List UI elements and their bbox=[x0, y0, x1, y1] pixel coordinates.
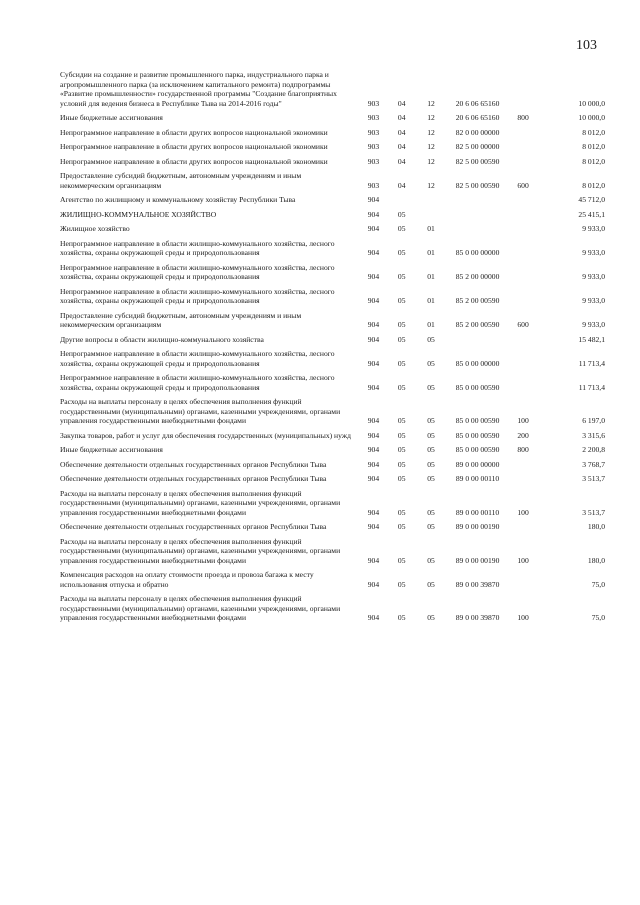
row-section-code: 05 bbox=[397, 272, 406, 281]
row-target-code: 85 2 00 00000 bbox=[455, 272, 500, 281]
row-expense-type bbox=[509, 208, 537, 223]
row-expense-type bbox=[509, 371, 537, 395]
row-section-code: 05 bbox=[397, 224, 406, 233]
row-name: Расходы на выплаты персоналу в целях обеспечения выполнения функций государственными (муниципальными) органами, казенными учреждениями, органами управления государственными внебюджетными фондами bbox=[60, 488, 341, 517]
row-name: Жилищное хозяйство bbox=[60, 224, 130, 233]
table-row bbox=[60, 592, 605, 626]
row-name: Обеспечение деятельности отдельных государственных органов Республики Тыва bbox=[60, 474, 327, 483]
row-section-code: 04 bbox=[397, 142, 406, 151]
row-section-code: 05 bbox=[397, 445, 406, 454]
table-row bbox=[60, 222, 605, 237]
row-target-code: 85 0 00 00000 bbox=[455, 358, 500, 368]
row-subsection-code: 12 bbox=[427, 142, 435, 151]
row-sum: 3 315,6 bbox=[582, 430, 605, 440]
row-subsection-code: 05 bbox=[427, 358, 435, 368]
row-section-code: 04 bbox=[397, 180, 406, 190]
row-sum: 25 415,1 bbox=[578, 209, 605, 219]
row-expense-type bbox=[509, 193, 537, 208]
table-row bbox=[60, 285, 605, 309]
row-section-code: 05 bbox=[397, 334, 406, 344]
row-target-code: 85 2 00 00590 bbox=[455, 296, 500, 305]
row-subsection-code: 05 bbox=[427, 474, 435, 483]
row-sum: 9 933,0 bbox=[582, 224, 605, 233]
row-name: Непрограммное направление в области жилищно-коммунального хозяйства, лесного хозяйства, охраны окружающей среды и природопользования bbox=[60, 262, 335, 281]
row-target-code: 85 0 00 00590 bbox=[455, 416, 500, 425]
row-name: Расходы на выплаты персоналу в целях обеспечения выполнения функций государственными (муниципальными) органами, казенными учреждениями, органами управления государственными внебюджетными фондами bbox=[60, 536, 341, 565]
row-sum: 9 933,0 bbox=[582, 296, 605, 305]
row-section-code: 05 bbox=[397, 358, 406, 368]
table-row bbox=[60, 68, 605, 111]
table-row bbox=[60, 155, 605, 170]
row-admin-code: 903 bbox=[367, 113, 380, 122]
row-name: Непрограммное направление в области жилищно-коммунального хозяйства, лесного хозяйства, охраны окружающей среды и природопользования bbox=[60, 286, 335, 305]
row-sum: 8 012,0 bbox=[582, 156, 605, 166]
row-expense-type bbox=[509, 222, 537, 237]
table-row bbox=[60, 535, 605, 569]
row-subsection-code: 01 bbox=[427, 320, 435, 329]
row-subsection-code: 05 bbox=[427, 430, 435, 440]
row-admin-code: 903 bbox=[367, 142, 380, 151]
row-target-code: 82 5 00 00000 bbox=[455, 142, 500, 151]
row-section-code: 05 bbox=[397, 209, 406, 219]
row-admin-code: 904 bbox=[367, 416, 380, 425]
table-row bbox=[60, 395, 605, 429]
row-expense-type: 800 bbox=[517, 445, 529, 454]
row-expense-type: 600 bbox=[517, 180, 529, 190]
table-row bbox=[60, 333, 605, 348]
row-subsection-code: 05 bbox=[427, 522, 435, 531]
row-sum: 8 012,0 bbox=[582, 127, 605, 137]
row-name: Непрограммное направление в области других вопросов национальной экономики bbox=[60, 142, 328, 151]
row-expense-type bbox=[509, 68, 537, 111]
row-target-code: 89 0 00 00000 bbox=[455, 459, 500, 469]
row-expense-type bbox=[509, 285, 537, 309]
row-expense-type: 100 bbox=[517, 613, 529, 622]
row-sum: 9 933,0 bbox=[582, 272, 605, 281]
row-name: Непрограммное направление в области других вопросов национальной экономики bbox=[60, 156, 328, 166]
row-name: Закупка товаров, работ и услуг для обеспечения государственных (муниципальных) нужд bbox=[60, 430, 351, 440]
table-row bbox=[60, 208, 605, 223]
row-subsection-code: 12 bbox=[427, 98, 435, 108]
row-name: Расходы на выплаты персоналу в целях обеспечения выполнения функций государственными (муниципальными) органами, казенными учреждениями, органами управления государственными внебюджетными фондами bbox=[60, 594, 341, 622]
row-admin-code: 904 bbox=[367, 320, 380, 329]
row-admin-code: 904 bbox=[367, 474, 380, 483]
row-admin-code: 904 bbox=[367, 272, 380, 281]
row-target-code: 82 0 00 00000 bbox=[455, 127, 500, 137]
row-name: Другие вопросы в области жилищно-коммунального хозяйства bbox=[60, 334, 264, 344]
row-subsection-code: 12 bbox=[427, 127, 435, 137]
row-section-code: 05 bbox=[397, 507, 406, 517]
row-name: Обеспечение деятельности отдельных государственных органов Республики Тыва bbox=[60, 522, 327, 531]
row-admin-code: 904 bbox=[367, 459, 380, 469]
row-admin-code: 904 bbox=[367, 507, 380, 517]
row-expense-type bbox=[509, 237, 537, 261]
row-section-code: 04 bbox=[397, 156, 406, 166]
row-name: Расходы на выплаты персоналу в целях обеспечения выполнения функций государственными (муниципальными) органами, казенными учреждениями, органами управления государственными внебюджетными фондами bbox=[60, 397, 341, 425]
row-sum: 10 000,0 bbox=[578, 98, 605, 108]
row-name: Предоставление субсидий бюджетным, автономным учреждениям и иным некоммерческим организациям bbox=[60, 171, 302, 190]
row-section-code: 05 bbox=[397, 382, 406, 392]
row-target-code: 89 0 00 00110 bbox=[455, 507, 500, 517]
row-admin-code: 904 bbox=[367, 358, 380, 368]
row-expense-type: 100 bbox=[517, 555, 529, 565]
row-expense-type: 600 bbox=[517, 320, 529, 329]
row-expense-type: 200 bbox=[517, 430, 529, 440]
row-admin-code: 904 bbox=[367, 382, 380, 392]
row-expense-type bbox=[509, 568, 537, 592]
row-sum: 3 768,7 bbox=[582, 459, 605, 469]
row-section-code: 05 bbox=[397, 430, 406, 440]
table-row bbox=[60, 261, 605, 285]
table-row bbox=[60, 472, 605, 487]
row-name: ЖИЛИЩНО-КОММУНАЛЬНОЕ ХОЗЯЙСТВО bbox=[60, 209, 217, 219]
row-name: Иные бюджетные ассигнования bbox=[60, 445, 163, 454]
row-subsection-code bbox=[416, 208, 446, 223]
row-sum: 11 713,4 bbox=[578, 358, 605, 368]
table-row bbox=[60, 520, 605, 535]
row-section-code: 05 bbox=[397, 522, 406, 531]
table-row bbox=[60, 193, 605, 208]
row-subsection-code: 01 bbox=[427, 272, 435, 281]
row-subsection-code: 05 bbox=[427, 382, 435, 392]
row-section-code: 05 bbox=[397, 579, 406, 589]
row-admin-code: 904 bbox=[367, 296, 380, 305]
row-sum: 180,0 bbox=[587, 555, 605, 565]
row-subsection-code: 12 bbox=[427, 180, 435, 190]
row-name: Иные бюджетные ассигнования bbox=[60, 113, 163, 122]
row-subsection-code: 05 bbox=[427, 555, 435, 565]
row-sum: 11 713,4 bbox=[578, 382, 605, 392]
row-admin-code: 903 bbox=[367, 180, 380, 190]
row-sum: 75,0 bbox=[591, 579, 605, 589]
row-target-code: 89 0 00 39870 bbox=[455, 613, 500, 622]
row-target-code: 85 0 00 00590 bbox=[455, 382, 500, 392]
table-row bbox=[60, 443, 605, 458]
page-number: 103 bbox=[576, 38, 597, 53]
row-expense-type: 800 bbox=[517, 113, 529, 122]
row-sum: 3 513,7 bbox=[582, 507, 605, 517]
table-row bbox=[60, 347, 605, 371]
row-section-code: 05 bbox=[397, 555, 406, 565]
budget-table bbox=[60, 68, 605, 626]
row-sum: 10 000,0 bbox=[578, 113, 605, 122]
row-admin-code: 904 bbox=[367, 248, 380, 257]
table-row bbox=[60, 568, 605, 592]
row-section-code: 05 bbox=[397, 248, 406, 257]
row-subsection-code: 12 bbox=[427, 156, 435, 166]
table-row bbox=[60, 371, 605, 395]
row-admin-code: 903 bbox=[367, 98, 380, 108]
row-expense-type: 100 bbox=[517, 507, 529, 517]
table-row bbox=[60, 429, 605, 444]
row-expense-type bbox=[509, 126, 537, 141]
row-section-code: 05 bbox=[397, 474, 406, 483]
row-admin-code: 904 bbox=[367, 224, 380, 233]
row-subsection-code: 01 bbox=[427, 224, 435, 233]
row-expense-type bbox=[509, 472, 537, 487]
table-row bbox=[60, 169, 605, 193]
row-admin-code: 904 bbox=[367, 445, 380, 454]
row-target-code: 85 0 00 00590 bbox=[455, 445, 500, 454]
row-admin-code: 903 bbox=[367, 156, 380, 166]
row-target-code: 85 0 00 00000 bbox=[455, 248, 500, 257]
row-section-code: 04 bbox=[397, 127, 406, 137]
row-target-code: 85 2 00 00590 bbox=[455, 320, 500, 329]
row-admin-code: 904 bbox=[367, 334, 380, 344]
row-target-code: 82 5 00 00590 bbox=[455, 180, 500, 190]
row-admin-code: 904 bbox=[367, 195, 380, 204]
row-section-code: 05 bbox=[397, 459, 406, 469]
row-subsection-code: 05 bbox=[427, 459, 435, 469]
table-row bbox=[60, 111, 605, 126]
table-row bbox=[60, 487, 605, 521]
row-target-code: 82 5 00 00590 bbox=[455, 156, 500, 166]
row-expense-type bbox=[509, 347, 537, 371]
row-sum: 45 712,0 bbox=[578, 195, 605, 204]
row-name: Компенсация расходов на оплату стоимости проезда и провоза багажа к месту использования отпуска и обратно bbox=[60, 570, 314, 589]
row-subsection-code: 05 bbox=[427, 334, 435, 344]
row-section-code: 05 bbox=[397, 613, 406, 622]
row-admin-code: 904 bbox=[367, 430, 380, 440]
row-target-code: 89 0 00 00190 bbox=[455, 555, 500, 565]
row-subsection-code: 05 bbox=[427, 613, 435, 622]
row-name: Непрограммное направление в области жилищно-коммунального хозяйства, лесного хозяйства, охраны окружающей среды и природопользования bbox=[60, 349, 335, 368]
row-name: Непрограммное направление в области жилищно-коммунального хозяйства, лесного хозяйства, охраны окружающей среды и природопользования bbox=[60, 238, 335, 257]
row-name: Субсидии на создание и развитие промышленного парка, индустриального парка и агропромышленного парка (за исключением капитального ремонта) подпрограммы «Развитие промышленности» государственной программы "Создание благоприятных условий для ведения бизнеса в Республике Тыва на 2014-2016 годы" bbox=[60, 70, 337, 108]
row-name: Непрограммное направление в области других вопросов национальной экономики bbox=[60, 127, 328, 137]
row-name: Непрограммное направление в области жилищно-коммунального хозяйства, лесного хозяйства, охраны окружающей среды и природопользования bbox=[60, 373, 335, 392]
row-admin-code: 904 bbox=[367, 613, 380, 622]
row-admin-code: 904 bbox=[367, 555, 380, 565]
row-expense-type bbox=[509, 140, 537, 155]
row-sum: 180,0 bbox=[587, 522, 605, 531]
row-expense-type bbox=[509, 458, 537, 473]
row-target-code: 89 0 00 00190 bbox=[455, 522, 500, 531]
row-subsection-code bbox=[416, 193, 446, 208]
row-sum: 3 513,7 bbox=[582, 474, 605, 483]
row-sum: 75,0 bbox=[591, 613, 605, 622]
row-sum: 15 482,1 bbox=[578, 334, 605, 344]
row-name: Предоставление субсидий бюджетным, автономным учреждениям и иным некоммерческим организациям bbox=[60, 310, 302, 329]
table-row bbox=[60, 126, 605, 141]
row-subsection-code: 05 bbox=[427, 416, 435, 425]
row-subsection-code: 05 bbox=[427, 445, 435, 454]
row-sum: 9 933,0 bbox=[582, 248, 605, 257]
row-target-code bbox=[446, 333, 509, 348]
row-expense-type bbox=[509, 520, 537, 535]
row-section-code: 05 bbox=[397, 416, 406, 425]
row-target-code bbox=[446, 208, 509, 223]
row-sum: 2 200,8 bbox=[582, 445, 605, 454]
row-target-code: 85 0 00 00590 bbox=[455, 430, 500, 440]
row-section-code bbox=[388, 193, 416, 208]
row-subsection-code: 01 bbox=[427, 296, 435, 305]
row-expense-type bbox=[509, 333, 537, 348]
row-target-code: 89 0 00 39870 bbox=[455, 579, 500, 589]
row-expense-type: 100 bbox=[517, 416, 529, 425]
table-row bbox=[60, 140, 605, 155]
row-target-code bbox=[446, 222, 509, 237]
row-admin-code: 903 bbox=[367, 127, 380, 137]
row-target-code: 20 6 06 65160 bbox=[455, 98, 500, 108]
row-name: Агентство по жилищному и коммунальному хозяйству Республики Тыва bbox=[60, 195, 296, 204]
row-sum: 9 933,0 bbox=[582, 320, 605, 329]
row-admin-code: 904 bbox=[367, 579, 380, 589]
row-target-code bbox=[446, 193, 509, 208]
table-row bbox=[60, 237, 605, 261]
row-target-code: 20 6 06 65160 bbox=[455, 113, 500, 122]
row-subsection-code: 05 bbox=[427, 507, 435, 517]
row-admin-code: 904 bbox=[367, 209, 380, 219]
table-body bbox=[60, 68, 605, 626]
row-sum: 8 012,0 bbox=[582, 180, 605, 190]
row-target-code: 89 0 00 00110 bbox=[455, 474, 500, 483]
row-subsection-code: 05 bbox=[427, 579, 435, 589]
row-section-code: 04 bbox=[397, 113, 406, 122]
row-section-code: 05 bbox=[397, 320, 406, 329]
row-name: Обеспечение деятельности отдельных государственных органов Республики Тыва bbox=[60, 459, 327, 469]
row-subsection-code: 01 bbox=[427, 248, 435, 257]
row-sum: 6 197,0 bbox=[582, 416, 605, 425]
row-sum: 8 012,0 bbox=[582, 142, 605, 151]
table-row bbox=[60, 309, 605, 333]
row-subsection-code: 12 bbox=[427, 113, 435, 122]
row-admin-code: 904 bbox=[367, 522, 380, 531]
row-expense-type bbox=[509, 261, 537, 285]
row-expense-type bbox=[509, 155, 537, 170]
table-row bbox=[60, 458, 605, 473]
row-section-code: 04 bbox=[397, 98, 406, 108]
row-section-code: 05 bbox=[397, 296, 406, 305]
